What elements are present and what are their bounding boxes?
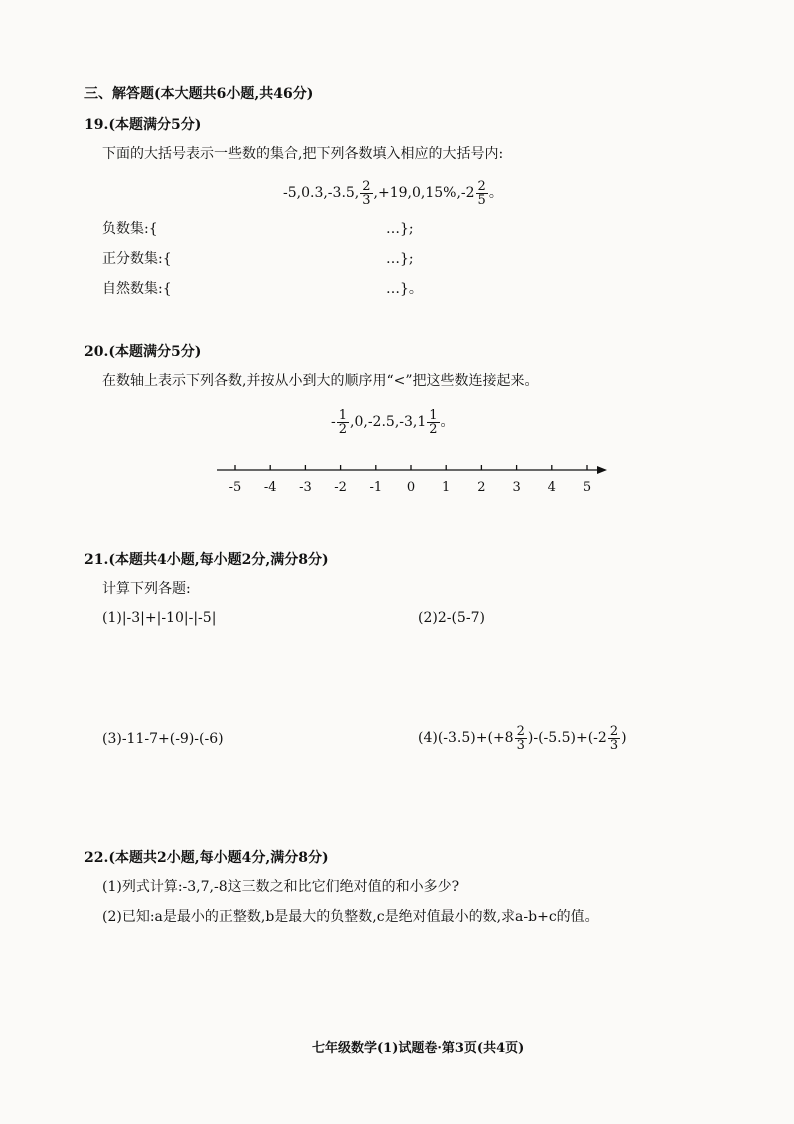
q20-instruction: 在数轴上表示下列各数,并按从小到大的顺序用“<”把这些数连接起来。 [102,373,539,389]
set-positive-fraction-end: …}; [386,251,414,267]
q21-problem-4 [418,720,627,756]
q19-number-list [283,175,503,211]
number-line-label: 5 [582,480,592,495]
q21-p4-part-b: )-(-5.5)+(-2 [527,730,607,746]
q19-fraction-1: $\frac{2}{3}$ [362,178,371,208]
set-positive-fraction-label: 正分数集:{ [102,251,172,267]
q22-header: 22.(本题共2小题,每小题4分,满分8分) [84,850,329,866]
q21-problem-2: (2)2-(5-7) [418,610,485,626]
number-line-label: 1 [442,480,451,495]
q21-p4-part-c: ) [621,730,627,746]
section-title: 三、解答题(本大题共6小题,共46分) [84,86,314,102]
number-line-label: 0 [406,480,416,495]
q22-problem-2: (2)已知:a是最小的正整数,b是最大的负整数,c是绝对值最小的数,求a-b+c的值。 [102,909,599,925]
q21-problem-3: (3)-11-7+(-9)-(-6) [102,731,224,747]
number-line-label: 2 [477,480,486,495]
q20-nums-prefix: - [331,414,336,430]
number-line-label: 3 [512,480,521,495]
set-negative-label: 负数集:{ [102,221,158,237]
set-natural-end: …}。 [386,281,423,297]
q20-nums-end: 。 [440,414,455,430]
q21-p4-part-a: (4)(-3.5)+(+8 [418,730,514,746]
q19-header: 19.(本题满分5分) [84,117,202,133]
number-line-label: -3 [299,480,312,495]
q19-numbers-part1: -5,0.3,-3.5, [283,185,360,201]
q19-fraction-2: $\frac{2}{5}$ [477,178,486,208]
number-line-label: -2 [334,480,347,495]
q20-nums-mid: ,0,-2.5,-3,1 [350,414,427,430]
q21-p4-fraction-2: $\frac{2}{3}$ [609,723,619,753]
q20-header: 20.(本题满分5分) [84,344,202,360]
number-line [215,458,610,498]
q22-problem-1: (1)列式计算:-3,7,-8这三数之和比它们绝对值的和小多少? [102,879,460,895]
q20-number-list [331,404,455,440]
q21-problem-1: (1)|-3|+|-10|-|-5| [102,610,217,626]
number-line-label: -1 [369,480,383,495]
set-negative-end: …}; [386,221,414,237]
q21-instruction: 计算下列各题: [102,581,191,597]
q19-numbers-part2: ,+19,0,15%,-2 [373,185,475,201]
q21-p4-fraction-1: $\frac{2}{3}$ [516,723,525,753]
set-natural-label: 自然数集:{ [102,281,172,297]
q20-fraction-2: $\frac{1}{2}$ [429,407,438,437]
number-line-label: -4 [263,480,277,495]
q20-fraction-1: $\frac{1}{2}$ [338,407,348,437]
number-line-label: -5 [228,480,242,495]
q19-instruction: 下面的大括号表示一些数的集合,把下列各数填入相应的大括号内: [102,146,504,162]
number-line-label: 4 [547,480,556,495]
q21-header: 21.(本题共4小题,每小题2分,满分8分) [84,552,329,568]
q19-numbers-end: 。 [488,185,503,201]
page-footer: 七年级数学(1)试题卷·第3页(共4页) [312,1041,525,1056]
number-line-arrow-icon [597,466,607,474]
